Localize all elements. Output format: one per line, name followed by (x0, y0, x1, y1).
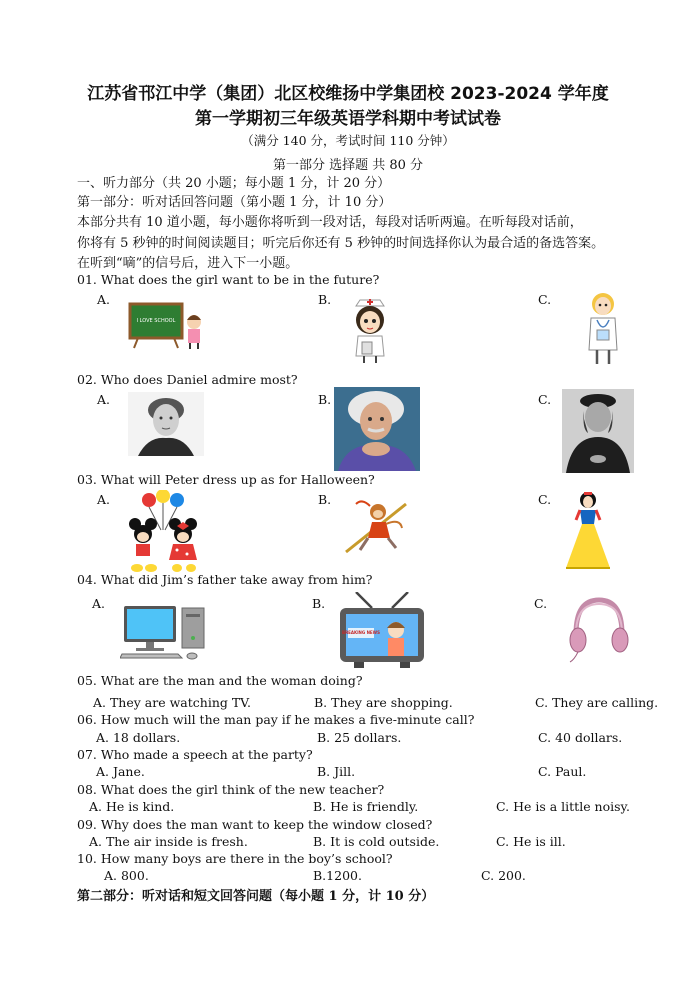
q01-option-a: A. (97, 292, 111, 307)
q09-option-b: B. It is cold outside. (313, 834, 440, 849)
monkey-king-picture (342, 494, 410, 558)
question-07: 07. Who made a speech at the party? (77, 747, 313, 762)
instruction-line-1: 本部分共有 10 道小题，每小题你将听到一段对话，每段对话听两遍。在听每段对话前， (77, 215, 583, 230)
question-01: 01. What does the girl want to be in the future? (77, 272, 380, 287)
headphones-picture (566, 594, 632, 664)
q08-option-b: B. He is friendly. (313, 799, 419, 814)
question-05: 05. What are the man and the woman doing? (77, 673, 363, 688)
computer-picture (120, 604, 210, 660)
q10-option-b: B.1200. (313, 868, 362, 883)
einstein-portrait-picture (334, 387, 420, 471)
q10-option-a: A. 800. (104, 868, 149, 883)
q06-option-c: C. 40 dollars. (538, 730, 623, 745)
q02-option-a: A. (97, 392, 111, 407)
q02-option-c: C. (538, 392, 552, 407)
teacher-chalkboard-picture (128, 300, 206, 350)
section1-heading: 一、听力部分（共 20 小题；每小题 1 分，计 20 分） (77, 176, 391, 191)
q09-option-c: C. He is ill. (496, 834, 566, 849)
chalkboard-text: I LOVE SCHOOL (136, 318, 176, 324)
question-06: 06. How much will the man pay if he makes a five-minute call? (77, 712, 475, 727)
q10-option-c: C. 200. (481, 868, 526, 883)
q02-option-b: B. (318, 392, 332, 407)
q03-option-a: A. (97, 492, 111, 507)
exam-info: （满分 140 分，考试时间 110 分钟） (241, 133, 455, 148)
q05-option-a: A. They are watching TV. (93, 695, 251, 710)
q01-option-c: C. (538, 292, 552, 307)
question-08: 08. What does the girl think of the new teacher? (77, 782, 385, 797)
q04-option-a: A. (92, 596, 106, 611)
q04-option-c: C. (534, 596, 548, 611)
mickey-minnie-picture (121, 490, 213, 574)
instruction-line-2: 你将有 5 秒钟的时间阅读题目；听完后你还有 5 秒钟的时间选择你认为最合适的备选答案。 (77, 236, 605, 251)
page-title-line2: 第一学期初三年级英语学科期中考试试卷 (195, 109, 501, 129)
q07-option-a: A. Jane. (96, 764, 145, 779)
q03-option-b: B. (318, 492, 332, 507)
q07-option-c: C. Paul. (538, 764, 587, 779)
nurse-picture (348, 298, 392, 364)
tv-screen-text: BREAKING NEWS (342, 630, 380, 635)
section1-part2-heading: 第二部分：听对话和短文回答问题（每小题 1 分，计 10 分） (77, 889, 435, 904)
q06-option-b: B. 25 dollars. (317, 730, 402, 745)
columbus-portrait-picture (562, 389, 634, 473)
question-10: 10. How many boys are there in the boy’s school? (77, 851, 393, 866)
woman-portrait-picture (128, 392, 204, 456)
doctor-picture (585, 292, 621, 366)
q08-option-a: A. He is kind. (89, 799, 175, 814)
q05-option-b: B. They are shopping. (314, 695, 453, 710)
q06-option-a: A. 18 dollars. (96, 730, 181, 745)
question-03: 03. What will Peter dress up as for Halloween? (77, 472, 375, 487)
q04-option-b: B. (312, 596, 326, 611)
snow-white-picture (562, 490, 614, 572)
page-title-line1: 江苏省邗江中学（集团）北区校维扬中学集团校 2023-2024 学年度 (87, 84, 609, 104)
q03-option-c: C. (538, 492, 552, 507)
instruction-line-3: 在听到“嘀”的信号后，进入下一小题。 (77, 256, 299, 271)
part1-header: 第一部分 选择题 共 80 分 (272, 158, 424, 173)
q05-option-c: C. They are calling. (535, 695, 659, 710)
section1-part1-heading: 第一部分：听对话回答问题（第小题 1 分，计 10 分） (77, 195, 392, 210)
question-09: 09. Why does the man want to keep the window closed? (77, 817, 433, 832)
question-02: 02. Who does Daniel admire most? (77, 372, 298, 387)
q01-option-b: B. (318, 292, 332, 307)
question-04: 04. What did Jim’s father take away from him? (77, 572, 373, 587)
q07-option-b: B. Jill. (317, 764, 356, 779)
q08-option-c: C. He is a little noisy. (496, 799, 630, 814)
television-picture (336, 592, 428, 670)
q09-option-a: A. The air inside is fresh. (89, 834, 248, 849)
